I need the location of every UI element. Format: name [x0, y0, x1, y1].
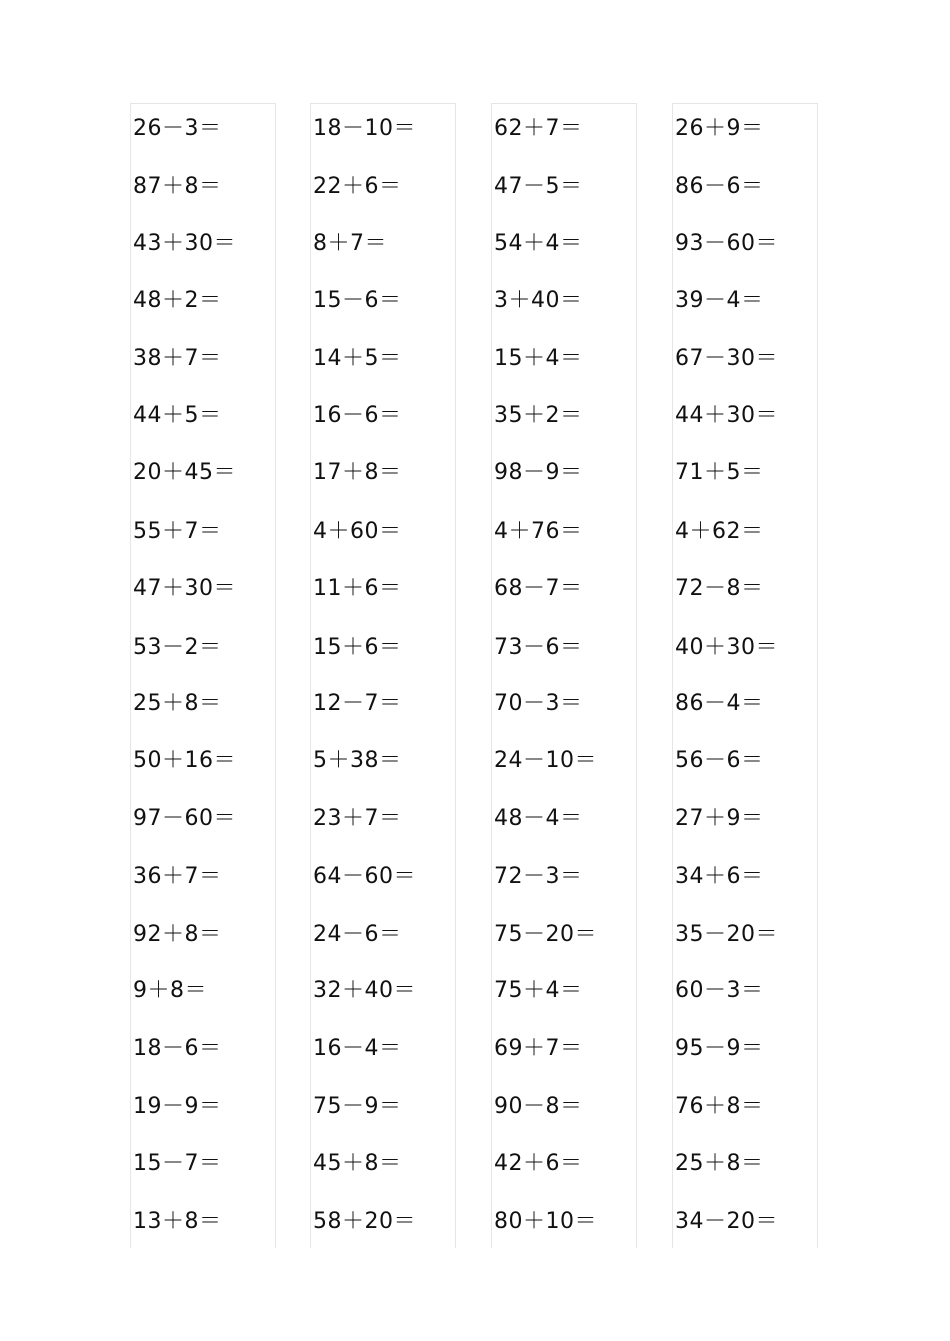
math-problem: 87＋8＝ [133, 174, 222, 199]
math-problem: 35＋2＝ [494, 403, 583, 428]
math-problem: 4＋62＝ [675, 519, 764, 544]
problem-column-3 [491, 103, 637, 1248]
math-problem: 53－2＝ [133, 635, 222, 660]
math-problem: 24－6＝ [313, 922, 402, 947]
math-problem: 97－60＝ [133, 806, 236, 831]
math-problem: 86－4＝ [675, 691, 764, 716]
math-problem: 98－9＝ [494, 460, 583, 485]
math-problem: 12－7＝ [313, 691, 402, 716]
math-problem: 75－9＝ [313, 1094, 402, 1119]
math-problem: 18－6＝ [133, 1036, 222, 1061]
math-problem: 16－6＝ [313, 403, 402, 428]
math-problem: 92＋8＝ [133, 922, 222, 947]
math-problem: 16－4＝ [313, 1036, 402, 1061]
math-problem: 27＋9＝ [675, 806, 764, 831]
math-problem: 45＋8＝ [313, 1151, 402, 1176]
math-problem: 50＋16＝ [133, 748, 236, 773]
problem-column-2 [310, 103, 456, 1248]
math-problem: 64－60＝ [313, 864, 416, 889]
math-problem: 36＋7＝ [133, 864, 222, 889]
math-problem: 90－8＝ [494, 1094, 583, 1119]
math-problem: 55＋7＝ [133, 519, 222, 544]
math-problem: 44＋30＝ [675, 403, 778, 428]
math-problem: 23＋7＝ [313, 806, 402, 831]
math-problem: 24－10＝ [494, 748, 597, 773]
math-problem: 73－6＝ [494, 635, 583, 660]
math-problem: 58＋20＝ [313, 1209, 416, 1234]
math-problem: 17＋8＝ [313, 460, 402, 485]
math-problem: 71＋5＝ [675, 460, 764, 485]
math-problem: 4＋60＝ [313, 519, 402, 544]
math-problem: 80＋10＝ [494, 1209, 597, 1234]
math-problem: 18－10＝ [313, 116, 416, 141]
math-problem: 60－3＝ [675, 978, 764, 1003]
math-problem: 86－6＝ [675, 174, 764, 199]
math-problem: 25＋8＝ [675, 1151, 764, 1176]
math-problem: 44＋5＝ [133, 403, 222, 428]
math-problem: 15＋4＝ [494, 346, 583, 371]
math-problem: 48－4＝ [494, 806, 583, 831]
math-problem: 38＋7＝ [133, 346, 222, 371]
problem-column-4 [672, 103, 818, 1248]
math-problem: 3＋40＝ [494, 288, 583, 313]
math-problem: 19－9＝ [133, 1094, 222, 1119]
math-problem: 22＋6＝ [313, 174, 402, 199]
math-problem: 62＋7＝ [494, 116, 583, 141]
math-problem: 69＋7＝ [494, 1036, 583, 1061]
math-problem: 43＋30＝ [133, 231, 236, 256]
math-problem: 47＋30＝ [133, 576, 236, 601]
math-problem: 42＋6＝ [494, 1151, 583, 1176]
math-problem: 68－7＝ [494, 576, 583, 601]
math-problem: 47－5＝ [494, 174, 583, 199]
math-problem: 76＋8＝ [675, 1094, 764, 1119]
math-problem: 72－8＝ [675, 576, 764, 601]
math-problem: 93－60＝ [675, 231, 778, 256]
math-problem: 26－3＝ [133, 116, 222, 141]
math-problem: 15－7＝ [133, 1151, 222, 1176]
math-problem: 14＋5＝ [313, 346, 402, 371]
math-problem: 54＋4＝ [494, 231, 583, 256]
math-problem: 25＋8＝ [133, 691, 222, 716]
math-problem: 35－20＝ [675, 922, 778, 947]
math-problem: 13＋8＝ [133, 1209, 222, 1234]
math-problem: 34＋6＝ [675, 864, 764, 889]
math-problem: 20＋45＝ [133, 460, 236, 485]
math-problem: 56－6＝ [675, 748, 764, 773]
math-problem: 32＋40＝ [313, 978, 416, 1003]
math-problem: 75－20＝ [494, 922, 597, 947]
math-problem: 39－4＝ [675, 288, 764, 313]
math-problem: 34－20＝ [675, 1209, 778, 1234]
math-problem: 95－9＝ [675, 1036, 764, 1061]
math-problem: 5＋38＝ [313, 748, 402, 773]
math-problem: 15－6＝ [313, 288, 402, 313]
math-problem: 8＋7＝ [313, 231, 387, 256]
math-problem: 72－3＝ [494, 864, 583, 889]
math-problem: 9＋8＝ [133, 978, 207, 1003]
math-problem: 70－3＝ [494, 691, 583, 716]
math-problem: 11＋6＝ [313, 576, 402, 601]
math-problem: 26＋9＝ [675, 116, 764, 141]
problem-column-1 [130, 103, 276, 1248]
math-problem: 4＋76＝ [494, 519, 583, 544]
math-problem: 48＋2＝ [133, 288, 222, 313]
math-problem: 15＋6＝ [313, 635, 402, 660]
math-problem: 75＋4＝ [494, 978, 583, 1003]
math-problem: 67－30＝ [675, 346, 778, 371]
math-problem: 40＋30＝ [675, 635, 778, 660]
